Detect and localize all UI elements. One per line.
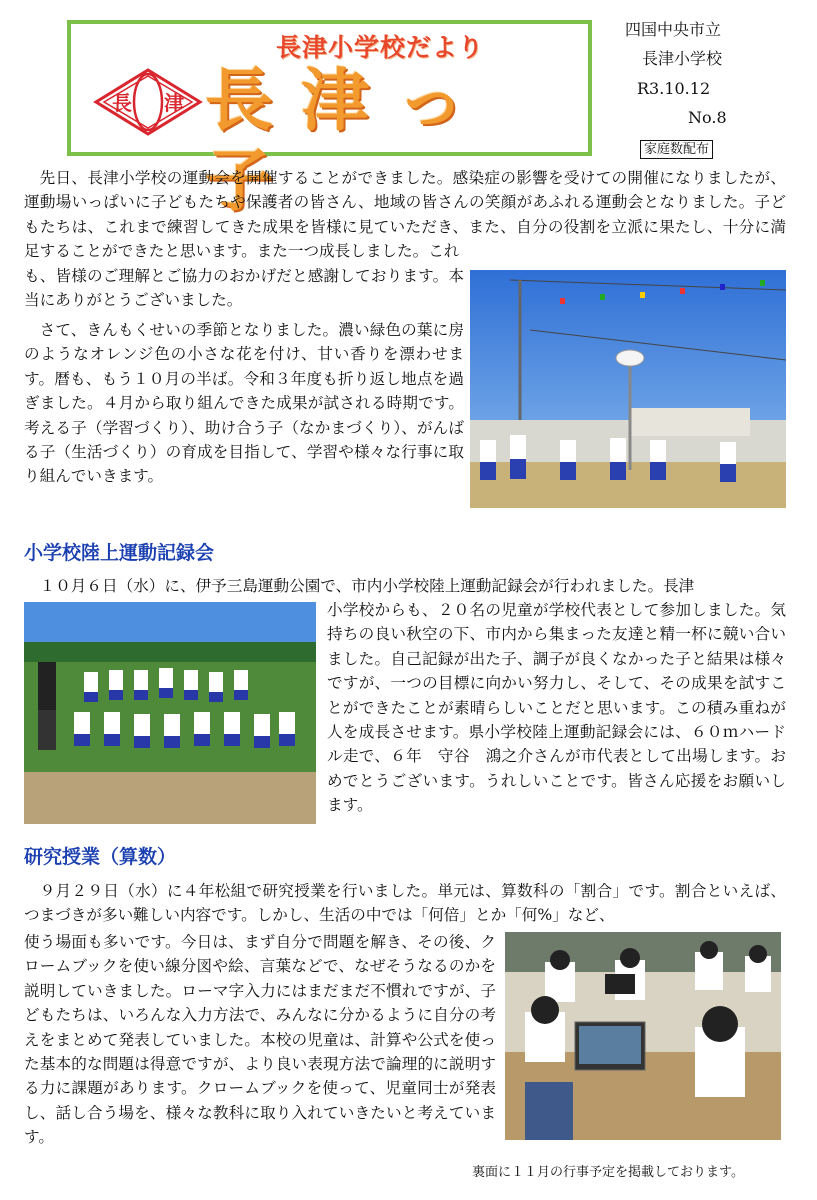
track-meet-lead: １０月６日（水）に、伊予三島運動公園で、市内小学校陸上運動記録会が行われました。長津: [39, 577, 695, 595]
publisher-city: 四国中央市立: [625, 20, 722, 39]
svg-text:津: 津: [164, 91, 184, 115]
section-heading-research-lesson: 研究授業（算数）: [24, 846, 177, 868]
newsletter-title: 長津っ子: [205, 62, 494, 221]
svg-text:長: 長: [112, 91, 132, 115]
newsletter-subtitle: 長津小学校だより: [275, 33, 484, 62]
section-heading-track-meet: 小学校陸上運動記録会: [24, 542, 215, 564]
research-lesson-lead: ９月２９日（水）に４年松組で研究授業を行いました。単元は、算数科の「割合」です。割合といえば、つまづきが多い難しい内容です。しかし、生活の中では「何倍」とか「何%」など、: [24, 882, 786, 925]
publisher-school: 長津小学校: [642, 49, 723, 68]
distribution-badge: 家庭数配布: [640, 140, 713, 159]
issue-date: R3.10.12: [637, 79, 711, 98]
intro-paragraph-1-continued: も、皆様のご理解とご協力のおかげだと感謝しております。本当にありがとうございました。: [24, 267, 464, 310]
track-meet-body: 小学校からも、２０名の児童が学校代表として参加しました。気持ちの良い秋空の下、市内から集まった友達と精一杯に競い合いました。自己記録が出た子、調子が良くなかった子と結果は様々ですが、一つの目標に向かい努力し、そして、その成果を試すことができたことが素晴らしいことだと思います。この積み重ねが人を成長させます。県小学校陸上運動記録会には、６０ｍハードル走で、６年 守谷 鴻之介さんが市代表として出場します。おめでとうございます。うれしいことです。皆さん応援をお願いします。: [327, 601, 786, 815]
issue-number: No.8: [688, 108, 727, 127]
footer-note: 裏面に１１月の行事予定を掲載しております。: [472, 1165, 744, 1180]
sports-day-photo: [470, 270, 786, 508]
research-lesson-body: 使う場面も多いです。今日は、まず自分で問題を解き、その後、クロームブックを使い線分図や絵、言葉などで、なぜそうなるのかを説明していきました。ローマ字入力にはまだまだ不慣れですが、子どもたちは、いろんな入力方法で、みんなに分かるように自分の考えをまとめて発表していました。本校の児童は、計算や公式を使った基本的な問題は得意ですが、より良い表現方法で論理的に説明する力に課題があります。クロームブックを使って、児童同士が発表し、話し合う場を、様々な教科に取り入れていきたいと考えています。: [24, 933, 496, 1147]
classroom-photo: [505, 932, 781, 1140]
school-emblem-icon: [92, 66, 204, 138]
intro-paragraph-2: さて、きんもくせいの季節となりました。濃い緑色の葉に房のようなオレンジ色の小さな花を付け、甘い香りを漂わせます。暦も、もう１０月の半ば。令和３年度も折り返し地点を過ぎました。４月から取り組んできた成果が試される時期です。考える子（学習づくり）、助け合う子（なかまづくり）、がんばる子（生活づくり）の育成を目指して、学習や様々な行事に取り組んでいきます。: [24, 321, 464, 486]
track-team-photo: [24, 602, 316, 824]
intro-paragraph-1: 先日、長津小学校の運動会を開催することができました。感染症の影響を受けての開催になりましたが、運動場いっぱいに子どもたちや保護者の皆さん、地域の皆さんの笑顔があふれる運動会となりました。子どもたちは、これまで練習してきた成果を皆様に見ていただき、また、自分の役割を立派に果たし、十分に満足することができたと思います。また一つ成長しました。これ: [24, 169, 786, 261]
